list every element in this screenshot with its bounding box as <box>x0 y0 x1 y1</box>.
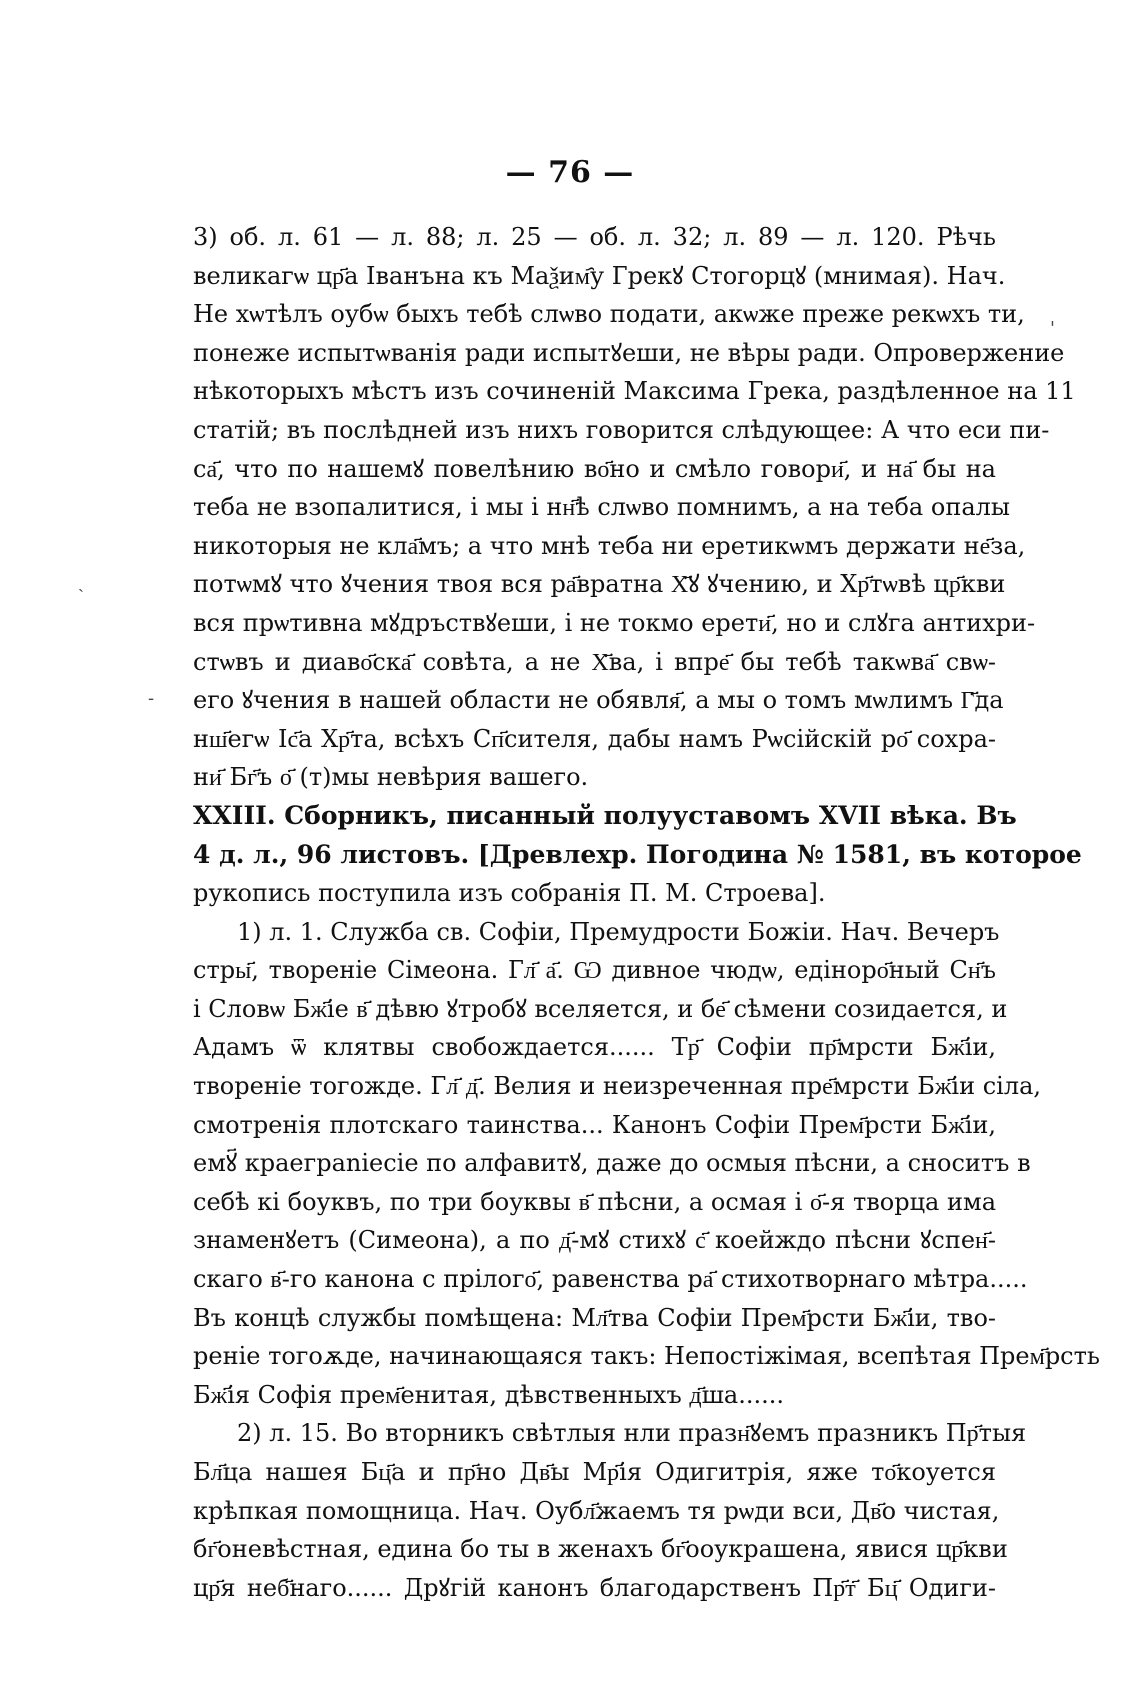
text-line: Въ концѣ службы помѣщена: Мл҃тва Софiи Прем҃рсти Бж҃iи, тво- <box>193 1303 996 1332</box>
text-line: Бж҃iя Софiя прем҃енитая, дѣвственныхъ д҃ша...... <box>193 1380 784 1409</box>
text-line: скаго в҃-го канона с прiлого҃, равенства ра҃ стихотворнаго мѣтра..... <box>193 1265 1028 1294</box>
text-line: знаменꙋетъ (Симеона), а по д҃-мꙋ стихꙋ с҃ коейждо пѣсни ꙋспен҃- <box>193 1226 996 1255</box>
text-line: его ꙋчения в нашей области не обявля҃, а мы о томъ мѡлимъ Г҃да <box>193 686 1004 715</box>
text-line: бг҃оневѣстная, едина бо ты в женахъ бг҃оoукрашена, явися цр҃кви <box>193 1535 1008 1564</box>
margin-mark: - <box>148 688 155 709</box>
text-line: теба не взопалитися, і мы і нн҃ѣ слѡво помнимъ, а на теба опалы <box>193 493 1010 522</box>
text-line: статій; въ послѣдней изъ нихъ говорится слѣдующее: А что еси пи- <box>193 415 1050 444</box>
text-line: творенiе тогожде. Гл҃ д҃. Велия и неизреченная пре҃мрсти Бж҃iи сiла, <box>193 1072 1042 1101</box>
text-line: нш҃егѡ Іс҃а Хр҃та, всѣхъ Сп҃сителя, дабы намъ Рѡсiйскiй ро҃ сохра- <box>193 724 996 753</box>
text-line: Адамъ ѿ клятвы свобождается...... Тр҃ Софiи пр҃мрсти Бж҃iи, <box>193 1033 996 1062</box>
text-line: стѡвъ и диаво҃ска҃ совѣта, а не Х҃ва, і впре҃ бы тебѣ такѡва҃ свѡ- <box>193 647 996 676</box>
text-line: 3) об. л. 61 — л. 88; л. 25 — об. л. 32; л. 89 — л. 120. Рѣчь <box>193 223 996 251</box>
text-line: ренiе тогоѫде, начинающаяся такъ: Непостiжiмая, всепѣтая Прем҃рсть <box>193 1342 1100 1371</box>
text-line: смотренiя плотскаго таинства... Канонъ Софiи Прем҃рсти Бж҃iи, <box>193 1110 996 1139</box>
text-line: ни҃ Бг҃ъ о҃ (т)мы невѣрия вашего. <box>193 763 589 792</box>
text-line: крѣпкая помощница. Нач. Оубл҃жаемъ тя рѡди вси, Дв҃о чистая, <box>193 1496 1000 1525</box>
page-number: — 76 — <box>505 155 635 190</box>
section-heading: 4 д. л., 96 листовъ. [Древлехр. Погодина № 1581, въ которое <box>193 839 1082 869</box>
text-line: і Словѡ Бж҃iе в҃ дѣвю ꙋтробꙋ вселяется, и бе҃ сѣмени созидается, и <box>193 994 1008 1023</box>
text-line: Бл҃ца нашея Бц҃а и пр҃но Дв҃ы Мр҃iя Одигитрiя, яже то҃коуется <box>193 1458 996 1486</box>
text-line: понеже испытѡванiя ради испытꙋеши, не вѣры ради. Опровержение <box>193 338 1065 367</box>
text-line: потѡмꙋ что ꙋчения твоя вся ра҃вратна Х҃ꙋ ꙋчению, и Хр҃тѡвѣ цр҃кви <box>193 570 1006 599</box>
text-line: великагѡ цр҃а Іванъна къ Маѯим҄у Грекꙋ Стогорцꙋ (мнимая). Нач. <box>193 261 1006 290</box>
section-heading: XXIII. Сборникъ, писанный полууставомъ XVII вѣка. Въ <box>193 800 1017 830</box>
margin-mark: ˎ <box>78 572 84 593</box>
text-line: рукопись поступила изъ собранія П. М. Строева]. <box>193 879 826 908</box>
text-line: емꙋ҃ краеграniесiе по алфавитꙋ, даже до осмыя пѣсни, а сноситъ в <box>193 1149 1031 1178</box>
text-line: никоторыя не кла҃мъ; а что мнѣ теба ни еретикѡмъ держати не҃за, <box>193 531 1026 560</box>
text-line: стры҃, творенiе Сiмеона. Гл҃ а҃. Ѡ дивное чюдѡ, едiноро҃ный Сн҃ъ <box>193 956 996 985</box>
text-line: цр҃я неб҃наго...... Дрꙋгiй канонъ благодарственъ Пр҃т҃ Бц҃ Одиги- <box>193 1573 996 1602</box>
text-line: 1) л. 1. Служба св. Софіи, Премудрости Божіи. Нач. Вечеръ <box>237 917 1000 946</box>
text-line: себѣ кі боуквъ, по три боуквы в҃ пѣсни, а осмая і о҃-я творца има <box>193 1187 996 1216</box>
body-text <box>193 218 1100 1607</box>
text-line: са҃, что по нашемꙋ повелѣнию во҃но и смѣло говори҃, и на҃ бы на <box>193 454 996 483</box>
text-line: вся прѡтивна мꙋдръствꙋеши, і не токмо ерети҃, но и слꙋга антихри- <box>193 608 1036 637</box>
margin-mark: ' <box>1050 318 1055 339</box>
text-line: нѣкоторыхъ мѣстъ изъ сочиненій Максима Грека, раздѣленное на 11 <box>193 377 1076 406</box>
text-line: 2) л. 15. Во вторникъ свѣтлыя нли празн҃ꙋемъ празникъ Пр҃тыя <box>237 1419 1027 1448</box>
text-line: Не хѡтѣлъ оубѡ быхъ тебѣ слѡво подати, акѡже преже рекѡхъ ти, <box>193 300 1025 329</box>
